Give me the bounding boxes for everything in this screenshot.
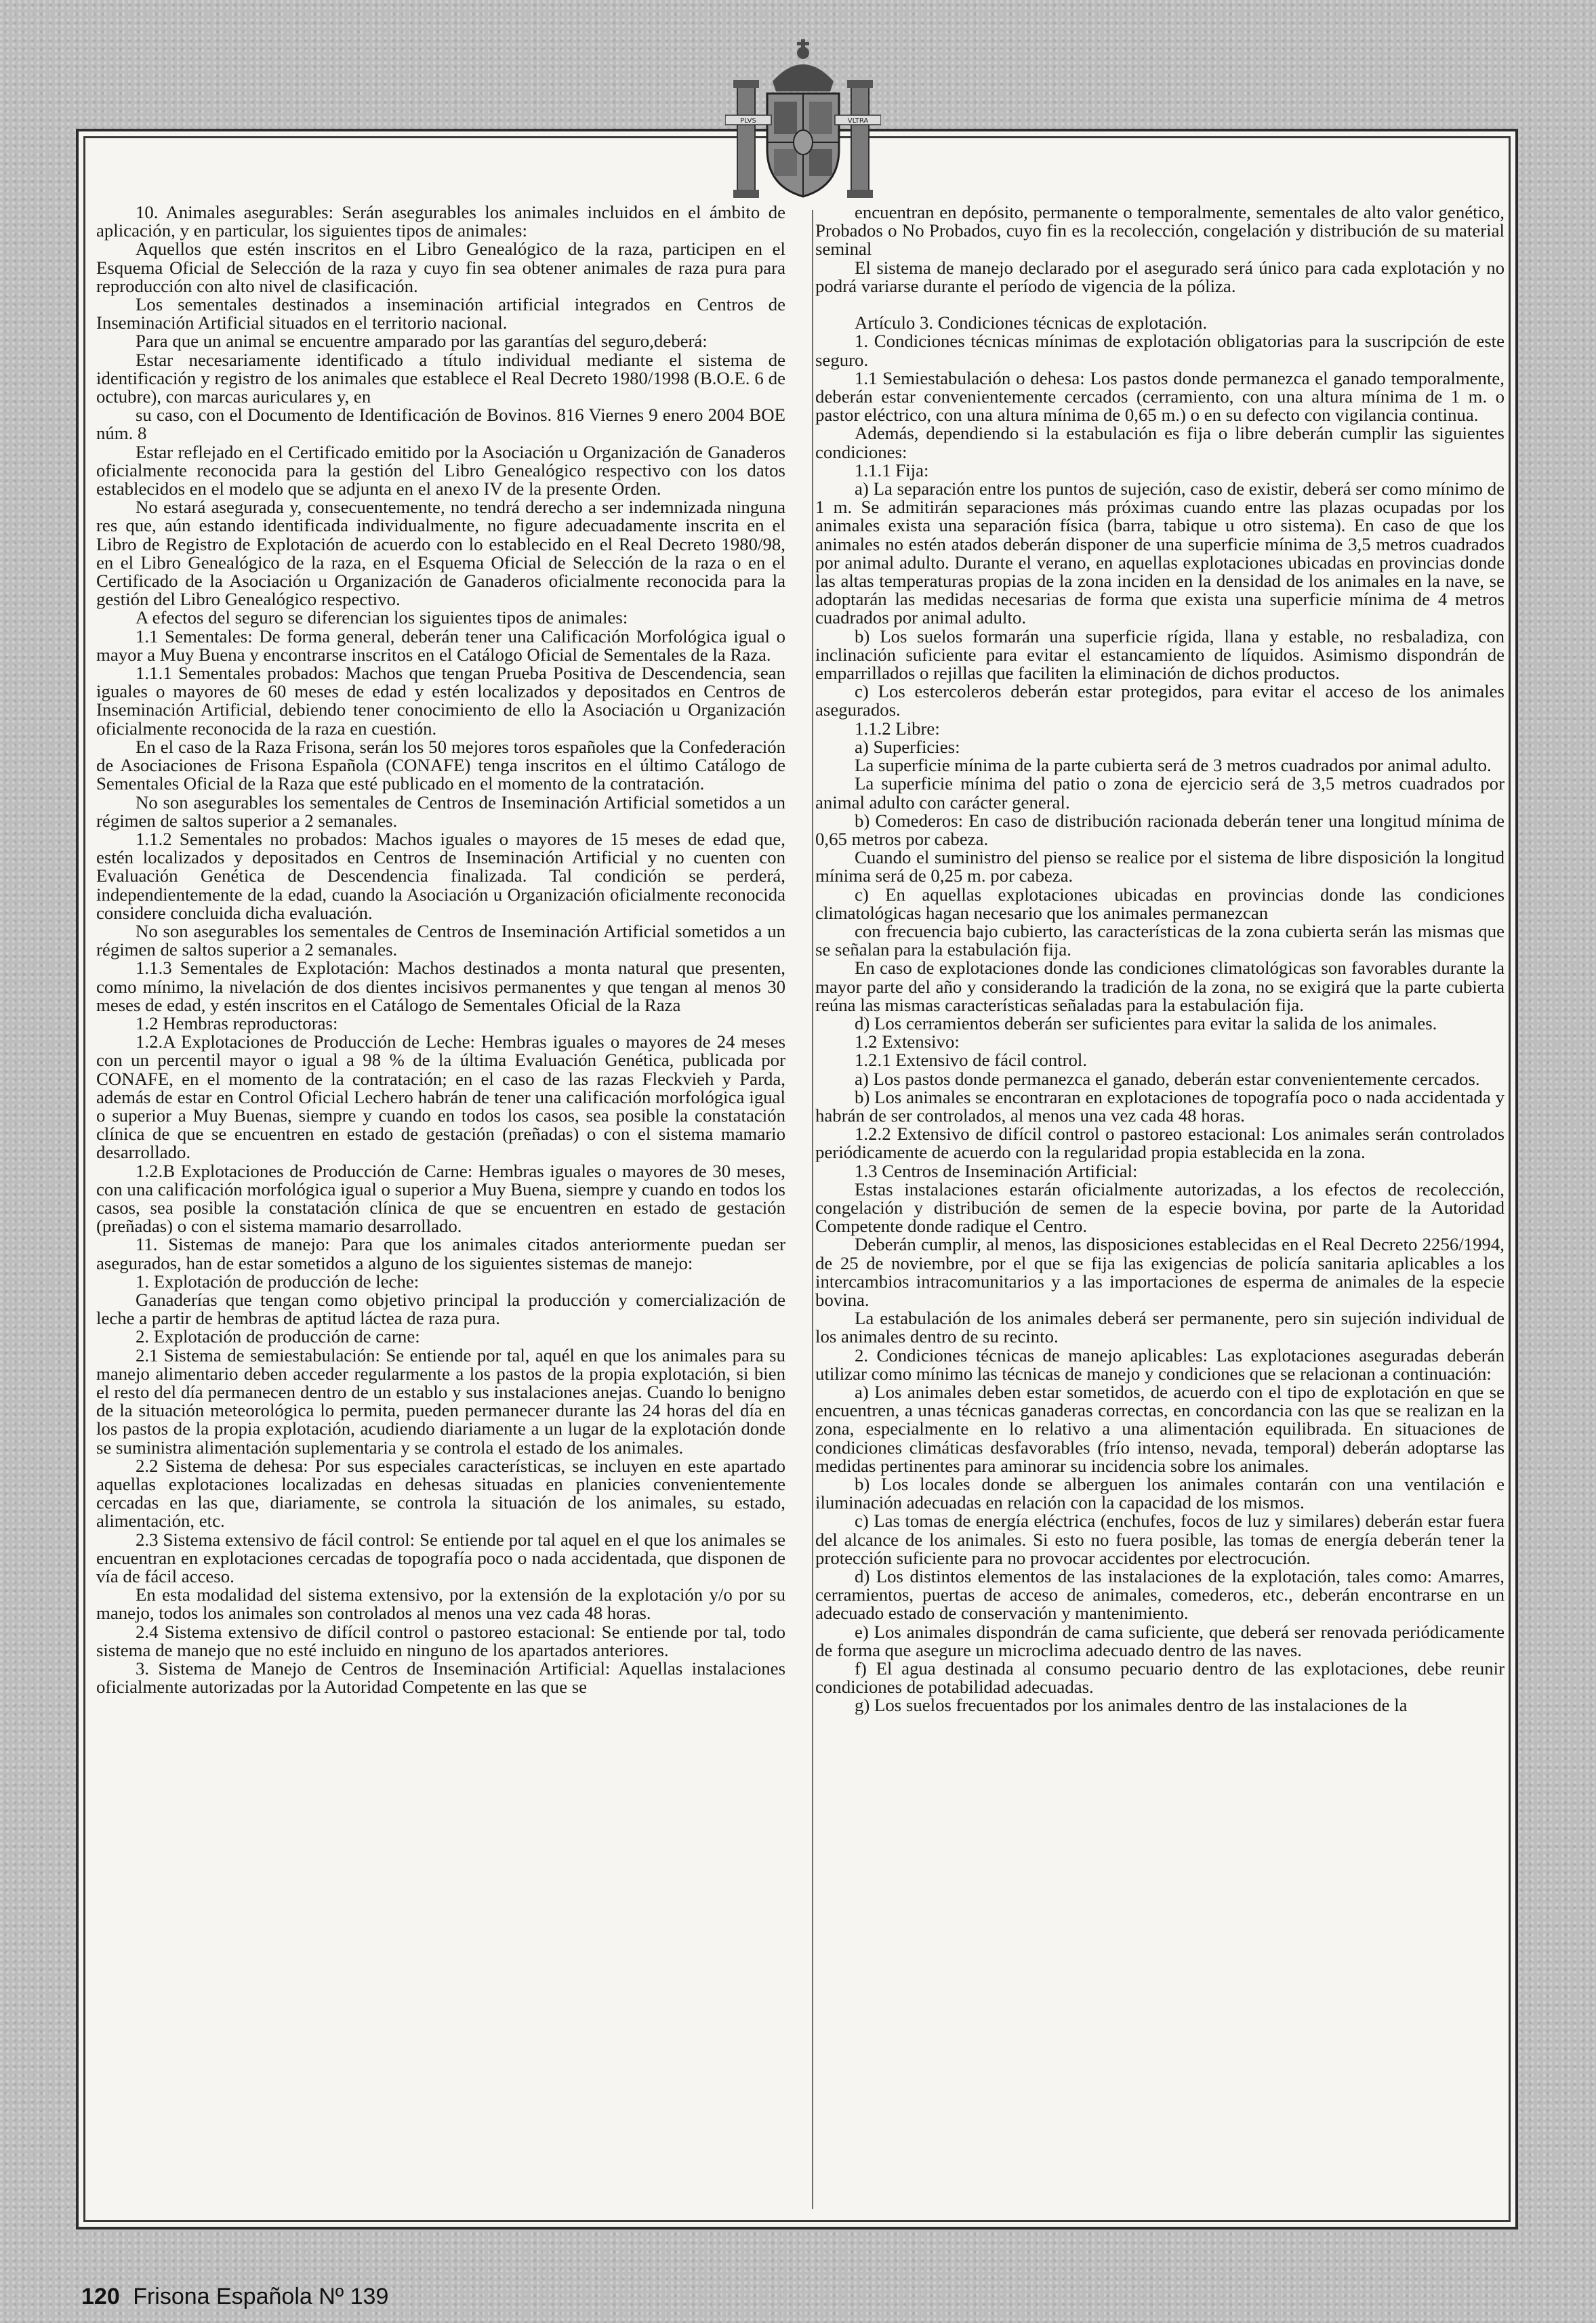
paragraph: 2.1 Sistema de semiestabulación: Se entiende por tal, aquél en que los animales para su manejo alimentario deben acceder regularmente a los pastos de la propia explotación, si bien el resto del día permanecen dentro de un establo y sus instalaciones anejas. Cuando lo benigno de la situación meteorológica lo permita, pueden permanecer durante las 24 horas del día en los pastos de la propia explotación, acudiendo diariamente a un lugar de la explotación donde se suministra alimentación suplementaria y se controla el estado de los animales.: [96, 1344, 785, 1458]
page-number: 120: [81, 2284, 120, 2309]
page-footer: [81, 2284, 388, 2311]
paragraph: f) El agua destinada al consumo pecuario dentro de las explotaciones, debe reunir condiciones de potabilidad adecuadas.: [815, 1658, 1505, 1698]
paragraph: b) Los animales se encontraran en explotaciones de topografía poco o nada accidentada y habrán de ser controlados, al menos una vez cada 48 horas.: [815, 1086, 1505, 1126]
paragraph: Cuando el suministro del pienso se realice por el sistema de libre disposición la longitud mínima será de 0,25 m. por cabeza.: [815, 847, 1505, 886]
paragraph: 1. Condiciones técnicas mínimas de explotación obligatorias para la suscripción de este seguro.: [815, 331, 1505, 370]
paragraph: [815, 295, 1505, 314]
paragraph: 1.1.2 Libre:: [855, 718, 940, 739]
paragraph: La superficie mínima de la parte cubierta será de 3 metros cuadrados por animal adulto.: [855, 755, 1492, 776]
paragraph: El sistema de manejo declarado por el asegurado será único para cada explotación y no podrá variarse durante el período de vigencia de la póliza.: [815, 257, 1505, 296]
paragraph: 1.2 Extensivo:: [855, 1031, 960, 1052]
paragraph: c) Los estercoleros deberán estar protegidos, para evitar el acceso de los animales asegurados.: [815, 681, 1505, 720]
paragraph: a) Superficies:: [855, 736, 960, 757]
paragraph: 1.2.A Explotaciones de Producción de Leche: Hembras iguales o mayores de 24 meses con un percentil mayor o igual a 98 % de la última Evaluación Genética, publicada por CONAFE, en el momento de la contratación; en el caso de las razas Fleckvieh y Parda, además de estar en Control Oficial Lechero habrán de tener una calificación morfológica igual o superior a Muy Buenas, siempre y cuando en todos los casos, sea posible la constatación clínica de que se encuentren en estado de gestación (preñadas) o con el sistema mamario desarrollado.: [96, 1031, 785, 1163]
paragraph: 1.1 Semiestabulación o dehesa: Los pastos donde permanezca el ganado temporalmente, deberán estar convenientemente cercados (cerramiento, con una altura mínima de 1 m. o pastor eléctrico, con una altura mínima de 0,65 m.) o en su defecto con vigilancia continua.: [815, 367, 1505, 426]
paragraph: 1.2.1 Extensivo de fácil control.: [855, 1050, 1088, 1071]
paragraph: 1. Explotación de producción de leche:: [136, 1271, 420, 1292]
paragraph: Artículo 3. Condiciones técnicas de explotación.: [855, 312, 1208, 333]
paragraph: Estas instalaciones estarán oficialmente autorizadas, a los efectos de recolección, congelación y distribución de semen de la especie bovina, por parte de la Autoridad Competente donde radique el Centro.: [815, 1178, 1505, 1237]
paragraph: 1.1.2 Sementales no probados: Machos iguales o mayores de 15 meses de edad que, estén localizados y depositados en Centros de Inseminación Artificial y no cuenten con Evaluación Genética de Descendencia finalizada. Tal condición se perderá, independientemente de la edad, cuando la Asociación u Organización oficialmente reconocida considere concluida dicha evaluación.: [96, 828, 785, 923]
motto-left: PLVS: [740, 117, 756, 125]
paragraph: d) Los cerramientos deberán ser suficientes para evitar la salida de los animales.: [855, 1012, 1437, 1033]
paragraph: No son asegurables los sementales de Centros de Inseminación Artificial sometidos a un régimen de saltos superior a 2 semanales.: [96, 920, 785, 960]
paragraph: En el caso de la Raza Frisona, serán los 50 mejores toros españoles que la Confederación de Asociaciones de Frisona Española (CONAFE) tenga inscritos en el último Catálogo de Sementales Oficial de la Raza que esté publicado en el momento de la contratación.: [96, 736, 785, 794]
paragraph: 2. Explotación de producción de carne:: [136, 1326, 420, 1347]
paragraph: Aquellos que estén inscritos en el Libro Genealógico de la raza, participen en el Esquema Oficial de Selección de la raza y cuyo fin sea obtener animales de raza pura para reproducción con alto nivel de clasificación.: [96, 239, 785, 296]
paragraph: 1.2.B Explotaciones de Producción de Carne: Hembras iguales o mayores de 30 meses, con una calificación morfológica igual o superior a Muy Buena, siempre y cuando en todos los casos, sea posible la constatación clínica de que se encuentren en estado de gestación (preñadas) o con el sistema mamario desarrollado.: [96, 1160, 785, 1237]
paragraph: c) En aquellas explotaciones ubicadas en provincias donde las condiciones climatológicas hagan necesario que los animales permanezcan: [815, 884, 1505, 923]
paragraph: Para que un animal se encuentre amparado por las garantías del seguro,deberá:: [136, 331, 708, 352]
paragraph: 11. Sistemas de manejo: Para que los animales citados anteriormente puedan ser asegurados, han de estar sometidos a alguno de los siguientes sistemas de manejo:: [96, 1234, 785, 1273]
paragraph: Ganaderías que tengan como objetivo principal la producción y comercialización de leche a partir de hembras de aptitud láctea de raza pura.: [96, 1289, 785, 1329]
paragraph: b) Los locales donde se alberguen los animales contarán con una ventilación e iluminación adecuadas en relación con la capacidad de los mismos.: [815, 1474, 1505, 1513]
paragraph: 2. Condiciones técnicas de manejo aplicables: Las explotaciones aseguradas deberán utilizar como mínimo las técnicas de manejo y condiciones que se relacionan a continuación:: [815, 1344, 1505, 1384]
paragraph: 10. Animales asegurables: Serán asegurables los animales incluidos en el ámbito de aplicación, y en particular, los siguientes tipos de animales:: [96, 203, 785, 241]
paragraph: No son asegurables los sementales de Centros de Inseminación Artificial sometidos a un régimen de saltos superior a 2 semanales.: [96, 792, 785, 831]
paragraph: En caso de explotaciones donde las condiciones climatológicas son favorables durante la mayor parte del año y considerando la tradición de la zona, no se exigirá que la parte cubierta reúna las mismas características señaladas para la estabulación fija.: [815, 958, 1505, 1015]
paragraph: A efectos del seguro se diferencian los siguientes tipos de animales:: [136, 607, 628, 628]
paragraph: Estar necesariamente identificado a título individual mediante el sistema de identificación y registro de los animales que establece el Real Decreto 1980/1998 (B.O.E. 6 de octubre), con marcas auriculares y, en: [96, 349, 785, 407]
paragraph: su caso, con el Documento de Identificación de Bovinos. 816 Viernes 9 enero 2004 BOE núm. 8: [96, 405, 785, 444]
paragraph: 2.2 Sistema de dehesa: Por sus especiales características, se incluyen en este apartado aquellas explotaciones localizadas en dehesas situadas en planicies convenientemente cercadas en las que, diariamente, se controla la situación de los animales, su estado, alimentación, etc.: [96, 1455, 785, 1531]
paragraph: En esta modalidad del sistema extensivo, por la extensión de la explotación y/o por su manejo, todos los animales son controlados al menos una vez cada 48 horas.: [96, 1584, 785, 1624]
paragraph: 1.1.1 Fija:: [855, 459, 929, 480]
motto-right: VLTRA: [847, 117, 869, 125]
paragraph: e) Los animales dispondrán de cama suficiente, que deberá ser renovada periódicamente de forma que asegure un microclima adecuado dentro de las naves.: [815, 1621, 1505, 1660]
paragraph: Los sementales destinados a inseminación artificial integrados en Centros de Inseminación Artificial situados en el territorio nacional.: [96, 294, 785, 333]
paragraph: No estará asegurada y, consecuentemente, no tendrá derecho a ser indemnizada ninguna res que, aún estando identificada individualmente, no figure adecuadamente inscrita en el Libro de Registro de Explotación de acuerdo con lo establecido en el Real Decreto 1980/98, en el Libro Genealógico de la raza, en el Esquema Oficial de Selección de la raza o en el Certificado de la Asociación u Organización de Ganaderos oficialmente reconocida para la gestión del Libro Genealógico respectivo.: [96, 497, 785, 610]
paragraph: a) Los animales deben estar sometidos, de acuerdo con el tipo de explotación en que se encuentren, a unas técnicas ganaderas correctas, en concordancia con las que se realizan en la zona, especialmente en lo relativo a una alimentación equilibrada. En situaciones de condiciones climáticas desfavorables (frío intenso, nevada, temporal) deberán adoptarse las medidas pertinentes para aminorar su incidencia sobre los animales.: [815, 1382, 1505, 1476]
paragraph: b) Los suelos formarán una superficie rígida, llana y estable, no resbaladiza, con inclinación suficiente para evitar el estancamiento de líquidos. Asimismo dispondrán de emparrillados o rejillas que faciliten la eliminación de dichos productos.: [815, 625, 1505, 684]
publication-name: Frisona Española Nº 139: [133, 2284, 389, 2309]
paragraph: b) Comederos: En caso de distribución racionada deberán tener una longitud mínima de 0,65 metros por cabeza.: [815, 810, 1505, 849]
paragraph: a) Los pastos donde permanezca el ganado, deberán estar convenientemente cercados.: [855, 1068, 1480, 1089]
paragraph: 1.1.1 Sementales probados: Machos que tengan Prueba Positiva de Descendencia, sean iguales o mayores de 60 meses de edad y estén localizados y depositados en Centros de Inseminación Artificial, debiendo tener conocimiento de ello la Asociación u Organización oficialmente reconocida de la raza en cuestión.: [96, 663, 785, 739]
right-column: [815, 203, 1505, 2223]
article-body: [96, 203, 1505, 2223]
paragraph: 1.3 Centros de Inseminación Artificial:: [855, 1160, 1138, 1181]
paragraph: La superficie mínima del patio o zona de ejercicio será de 3,5 metros cuadrados por animal adulto con carácter general.: [815, 773, 1505, 813]
coat-of-arms-icon: [725, 34, 881, 203]
paragraph: 3. Sistema de Manejo de Centros de Inseminación Artificial: Aquellas instalaciones oficialmente autorizadas por la Autoridad Competente en las que se: [96, 1658, 785, 1698]
paragraph: con frecuencia bajo cubierto, las características de la zona cubierta serán las mismas que se señalan para la estabulación fija.: [815, 920, 1505, 960]
paragraph: encuentran en depósito, permanente o temporalmente, sementales de alto valor genético, Probados o No Probados, cuyo fin es la recolección, congelación y distribución de su material seminal: [815, 203, 1505, 260]
paragraph: c) Las tomas de energía eléctrica (enchufes, focos de luz y similares) deberán estar fuera del alcance de los animales. Si esto no fuera posible, las tomas de energía deberán tener la protección suficiente para no provocar accidentes por electrocución.: [815, 1510, 1505, 1568]
paragraph: a) La separación entre los puntos de sujeción, caso de existir, deberá ser como mínimo de 1 m. Se admitirán separaciones más próximas cuando entre las plazas ocupadas por los animales exista una separación física (barra, tabique u otro sistema). En caso de que los animales no estén atados deberán disponer de una superficie mínima de 3,5 metros cuadrados por animal adulto. Durante el verano, en aquellas explotaciones ubicadas en provincias donde las altas temperaturas propias de la zona inciden en la densidad de los animales en la nave, se adoptarán las medidas necesarias de forma que exista una superficie mínima de 4 metros cuadrados por animal adulto.: [815, 478, 1505, 628]
paragraph: g) Los suelos frecuentados por los animales dentro de las instalaciones de la: [855, 1695, 1408, 1716]
paragraph: 1.2 Hembras reproductoras:: [136, 1012, 338, 1033]
paragraph: 1.1.3 Sementales de Explotación: Machos destinados a monta natural que presenten, como mínimo, la nivelación de dos dientes incisivos permanentes y que tengan al menos 30 meses de edad, y estén inscritos en el Catálogo de Sementales Oficial de la Raza: [96, 958, 785, 1015]
left-column: [96, 203, 785, 2223]
paragraph: 1.1 Sementales: De forma general, deberán tener una Calificación Morfológica igual o mayor a Muy Buena y encontrarse inscritos en el Catálogo Oficial de Sementales de la Raza.: [96, 625, 785, 665]
paragraph: La estabulación de los animales deberá ser permanente, pero sin sujeción individual de los animales dentro de su recinto.: [815, 1308, 1505, 1347]
paragraph: Además, dependiendo si la estabulación es fija o libre deberán cumplir las siguientes condiciones:: [815, 423, 1505, 462]
paragraph: 2.3 Sistema extensivo de fácil control: Se entiende por tal aquel en el que los animales se encuentran en explotaciones cercadas de topografía poco o nada accidentada, que disponen de vía de fácil acceso.: [96, 1529, 785, 1587]
paragraph: d) Los distintos elementos de las instalaciones de la explotación, tales como: Amarres, cerramientos, puertas de acceso de animales, comederos, etc., deberán encontrarse en un adecuado estado de conservación y mantenimiento.: [815, 1566, 1505, 1624]
paragraph: 1.2.2 Extensivo de difícil control o pastoreo estacional: Los animales serán controlados periódicamente de acuerdo con la regularidad propia establecida en la zona.: [815, 1124, 1505, 1163]
paragraph: Estar reflejado en el Certificado emitido por la Asociación u Organización de Ganaderos oficialmente reconocida para la gestión del Libro Genealógico respectivo con los datos establecidos en el modelo que se adjunta en el anexo IV de la presente Orden.: [96, 441, 785, 499]
paragraph: Deberán cumplir, al menos, las disposiciones establecidas en el Real Decreto 2256/1994, de 25 de noviembre, por el que se fija las exigencias de policía sanitaria aplicables a los intercambios intracomunitarios y a las importaciones de esperma de animales de la especie bovina.: [815, 1234, 1505, 1310]
paragraph: 2.4 Sistema extensivo de difícil control o pastoreo estacional: Se entiende por tal, todo sistema de manejo que no esté incluido en ninguno de los apartados anteriores.: [96, 1621, 785, 1660]
